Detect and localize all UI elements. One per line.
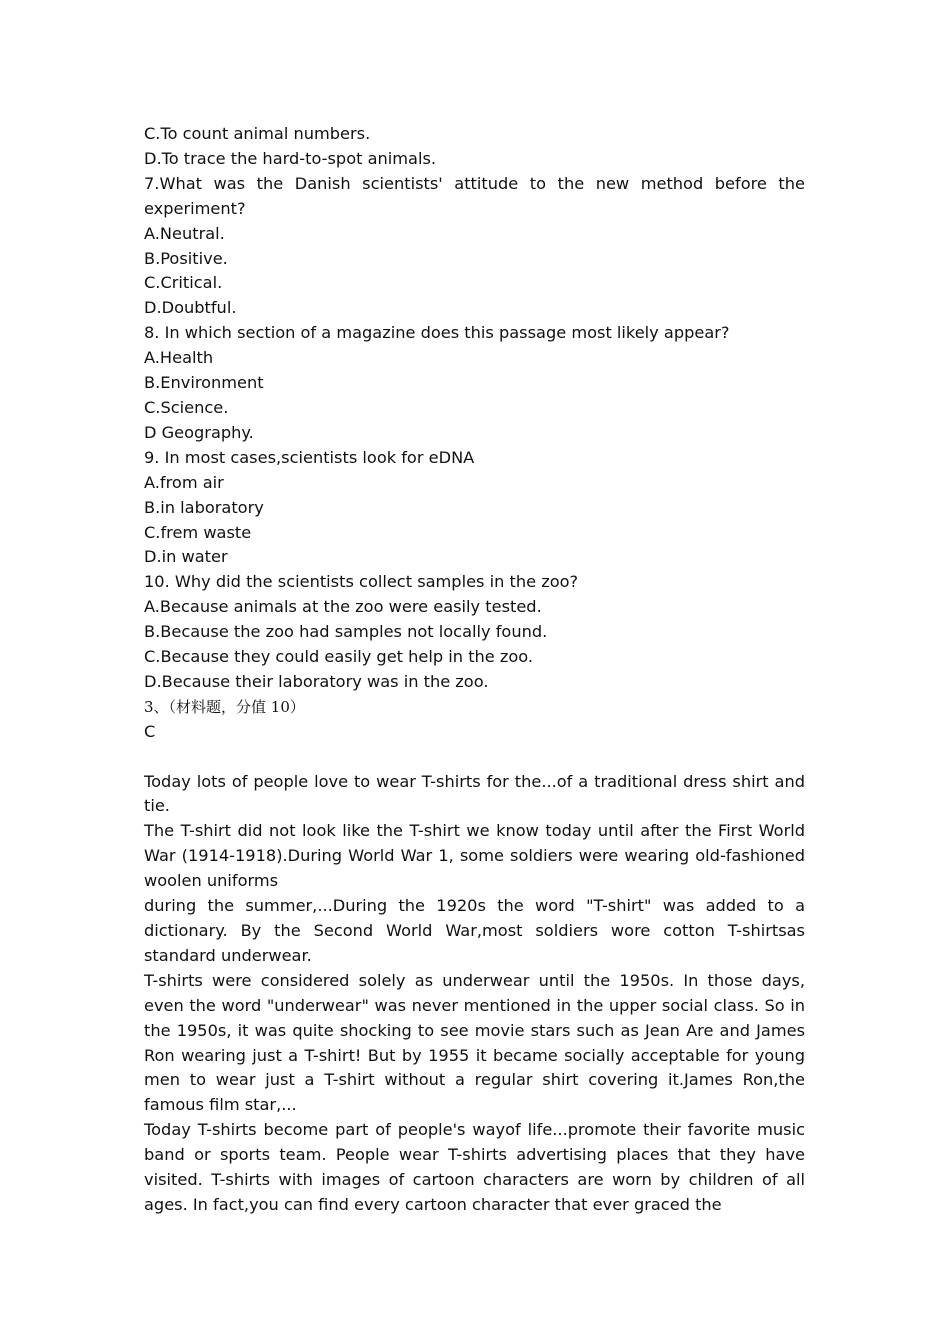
q6-option-c: C.To count animal numbers. — [144, 124, 371, 143]
section-3-header: 3、（材料题，分值 10） — [144, 697, 305, 716]
q9-option-a: A.from air — [144, 472, 224, 492]
q9-option-c: C.frem waste — [144, 522, 252, 542]
q8-option-b: B.Environment — [144, 373, 264, 393]
q10-option-b: B.Because the zoo had samples not locally found. — [144, 622, 548, 642]
q10-option-d: D.Because their laboratory was in the zoo. — [144, 671, 489, 691]
q9-option-b: B.in laboratory — [144, 497, 264, 517]
q7-option-d: D.Doubtful. — [144, 298, 237, 318]
passage-paragraph: T-shirts were considered solely as underwear until the 1950s. In those days, even the word "underwear" was never mentioned in the upper social class. So in the 1950s, it was quite shocking to see movie stars such as Jean Are and James Ron wearing just a T-shirt! But by 1955 it became socially acceptable for young men to wear just a T-shirt without a regular shirt covering it.James Ron,the famous film star,... — [144, 970, 805, 1115]
q8-option-a: A.Health — [144, 348, 214, 368]
q9-stem: 9. In most cases,scientists look for eDNA — [144, 447, 475, 467]
blank-line — [144, 745, 805, 770]
passage-paragraph: during the summer,...During the 1920s the word "T-shirt" was added to a dictionary. By the Second World War,most soldiers wore cotton T-shirtsas standard underwear. — [144, 896, 805, 965]
q10-option-a: A.Because animals at the zoo were easily tested. — [144, 597, 542, 617]
q8-option-d: D Geography. — [144, 422, 254, 442]
q7-option-c: C.Critical. — [144, 273, 223, 293]
q7-stem: 7.What was the Danish scientists' attitude to the new method before the experiment? — [144, 173, 805, 218]
passage-label: C — [144, 721, 156, 741]
q8-option-c: C.Science. — [144, 397, 229, 417]
q8-stem: 8. In which section of a magazine does this passage most likely appear? — [144, 323, 730, 343]
q9-option-d: D.in water — [144, 547, 228, 567]
q6-option-d: D.To trace the hard-to-spot animals. — [144, 148, 437, 168]
document-page — [144, 122, 805, 1218]
q7-option-b: B.Positive. — [144, 248, 228, 268]
passage-paragraph: Today T-shirts become part of people's wayof life...promote their favorite music band or sports team. People wear T-shirts advertising places that they have visited. T-shirts with images of cartoon characters are worn by children of all ages. In fact,you can find every cartoon character that ever graced the — [144, 1120, 805, 1214]
q10-stem: 10. Why did the scientists collect samples in the zoo? — [144, 572, 579, 592]
passage-paragraph: Today lots of people love to wear T-shirts for the...of a traditional dress shirt and tie. — [144, 771, 805, 816]
passage-paragraph: The T-shirt did not look like the T-shirt we know today until after the First World War (1914-1918).During World War 1, some soldiers were wearing old-fashioned woolen uniforms — [144, 821, 805, 891]
q10-option-c: C.Because they could easily get help in the zoo. — [144, 647, 534, 667]
q7-option-a: A.Neutral. — [144, 223, 225, 243]
